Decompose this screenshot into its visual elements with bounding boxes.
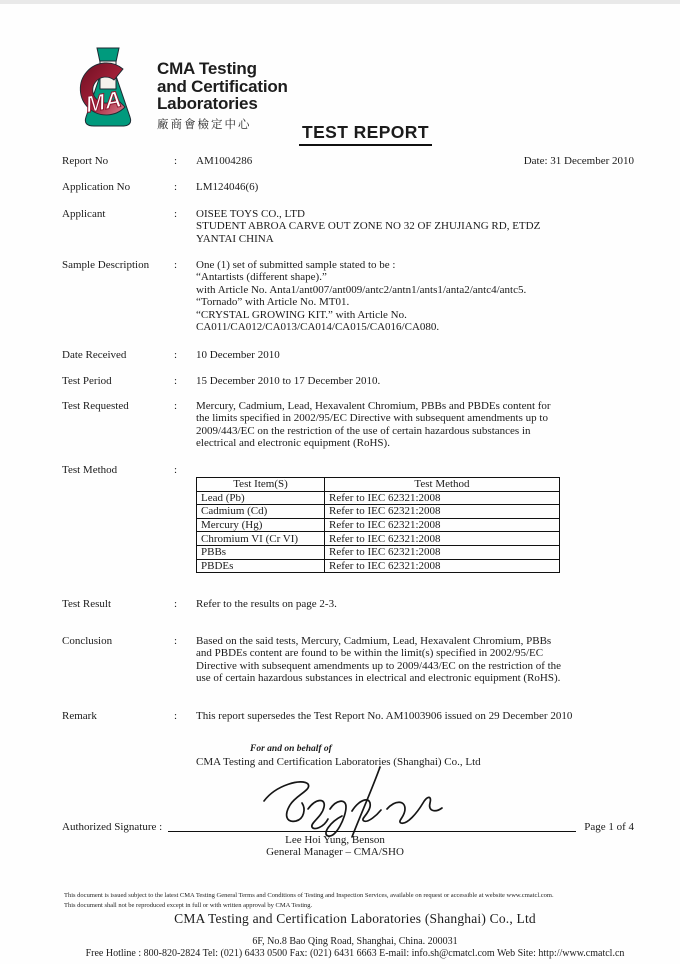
sample-line: with Article No. Anta1/ant007/ant009/antc2/antn1/ants1/anta2/antc4/antc5. xyxy=(196,283,527,296)
sample-description-value xyxy=(196,259,634,333)
application-no-row xyxy=(62,181,634,193)
page-title: TEST REPORT xyxy=(299,122,432,146)
remark-label: Remark xyxy=(62,710,97,722)
colon: : xyxy=(174,710,178,722)
test-requested-row xyxy=(62,400,634,450)
applicant-line: YANTAI CHINA xyxy=(196,232,274,245)
table-header-method: Test Method xyxy=(325,478,560,492)
table-cell-item: Cadmium (Cd) xyxy=(197,505,325,519)
table-cell-item: PBBs xyxy=(197,545,325,559)
test-method-label: Test Method xyxy=(62,464,118,476)
logo-line-1: CMA Testing xyxy=(157,59,257,78)
sample-description-row xyxy=(62,259,634,333)
test-requested-line: 2009/443/EC on the restriction of the use of certain hazardous substances in xyxy=(196,424,531,437)
test-period-label: Test Period xyxy=(62,375,112,387)
table-cell-item: Lead (Pb) xyxy=(197,491,325,505)
table-cell-method: Refer to IEC 62321:2008 xyxy=(325,505,560,519)
logo-line-3: Laboratories xyxy=(157,94,258,113)
report-date: Date: 31 December 2010 xyxy=(523,155,634,167)
applicant-value xyxy=(196,208,634,245)
application-no-value: LM124046(6) xyxy=(196,181,259,193)
table-cell-method: Refer to IEC 62321:2008 xyxy=(325,532,560,546)
sample-description-label: Sample Description xyxy=(62,259,150,271)
logo-line-2: and Certification xyxy=(157,76,288,96)
test-result-value: Refer to the results on page 2-3. xyxy=(196,598,337,610)
table-row xyxy=(197,491,560,505)
table-cell-item: Chromium VI (Cr VI) xyxy=(197,532,325,546)
date-received-row xyxy=(62,349,634,361)
signer-name: Lee Hoi Yung, Benson xyxy=(285,834,385,846)
conclusion-value xyxy=(196,635,634,685)
remark-row xyxy=(62,710,634,722)
colon: : xyxy=(174,635,178,647)
footer-address: 6F, No.8 Bao Qing Road, Shanghai, China. 200031 xyxy=(252,936,458,947)
conclusion-line: use of certain hazardous substances in electrical and electronic equipment (RoHS). xyxy=(196,672,561,685)
sample-line: “CRYSTAL GROWING KIT.” with Article No. xyxy=(196,308,407,321)
table-row xyxy=(197,532,560,546)
test-result-label: Test Result xyxy=(62,598,112,610)
table-cell-method: Refer to IEC 62321:2008 xyxy=(325,491,560,505)
colon: : xyxy=(174,400,178,412)
footer-company-name: CMA Testing and Certification Laboratories (Shanghai) Co., Ltd xyxy=(174,911,536,926)
sample-line: “Tornado” with Article No. MT01. xyxy=(196,296,350,309)
test-result-row xyxy=(62,598,634,610)
conclusion-line: and PBDEs content are found to be within the limit(s) specified in 2002/95/EC xyxy=(196,647,544,660)
table-cell-method: Refer to IEC 62321:2008 xyxy=(325,518,560,532)
conclusion-line: Directive with subsequent amendments up to 2009/443/EC on the restriction of the xyxy=(196,659,562,672)
colon: : xyxy=(174,598,178,610)
colon: : xyxy=(174,464,178,476)
footer-disclaimer-1: This document is issued subject to the latest CMA Testing General Terms and Conditions of Testing and Inspection Services, available on request or accessible at website www.cmatcl.com. xyxy=(64,892,554,899)
scan-edge-strip xyxy=(0,0,680,4)
table-header-row xyxy=(197,478,560,492)
sample-line: One (1) set of submitted sample stated to be : xyxy=(196,259,396,271)
applicant-line: STUDENT ABROA CARVE OUT ZONE NO 32 OF ZHUJIANG RD, ETDZ xyxy=(196,220,541,233)
report-no-label: Report No xyxy=(62,155,109,167)
test-period-row xyxy=(62,375,634,387)
test-period-value: 15 December 2010 to 17 December 2010. xyxy=(196,375,381,387)
report-no-row xyxy=(62,155,634,167)
page-number: Page 1 of 4 xyxy=(584,821,634,833)
application-no-label: Application No xyxy=(62,181,131,193)
sample-line: “Antartists (different shape).” xyxy=(196,271,327,284)
table-row xyxy=(197,518,560,532)
conclusion-label: Conclusion xyxy=(62,635,113,647)
table-cell-item: PBDEs xyxy=(197,559,325,573)
date-received-value: 10 December 2010 xyxy=(196,349,280,361)
colon: : xyxy=(174,259,178,271)
test-method-row xyxy=(62,464,634,476)
logo-chinese-name: 廠商會檢定中心 xyxy=(157,118,252,131)
test-requested-line: electrical and electronic equipment (RoHS). xyxy=(196,437,390,450)
colon: : xyxy=(174,208,178,220)
table-cell-item: Mercury (Hg) xyxy=(197,518,325,532)
table-row xyxy=(197,559,560,573)
applicant-row xyxy=(62,208,634,245)
signature-line xyxy=(168,820,576,832)
cma-flask-microscope-icon xyxy=(72,46,144,134)
date-received-label: Date Received xyxy=(62,349,127,361)
test-requested-label: Test Requested xyxy=(62,400,129,412)
applicant-label: Applicant xyxy=(62,208,106,220)
report-no-value: AM1004286 xyxy=(196,155,253,167)
authorized-signature-row xyxy=(62,820,634,833)
conclusion-row xyxy=(62,635,634,685)
table-cell-method: Refer to IEC 62321:2008 xyxy=(325,545,560,559)
for-behalf-text: For and on behalf of xyxy=(250,744,332,754)
footer-contact: Free Hotline : 800-820-2824 Tel: (021) 6433 0500 Fax: (021) 6431 6663 E-mail: info.sh@cmatcl.com Web Site: http://www.cmatcl.cn xyxy=(85,948,625,959)
colon: : xyxy=(174,375,178,387)
table-header-item: Test Item(S) xyxy=(197,478,325,492)
test-requested-line: Mercury, Cadmium, Lead, Hexavalent Chromium, PBBs and PBDEs content for xyxy=(196,400,551,412)
table-row xyxy=(197,545,560,559)
remark-value: This report supersedes the Test Report No. AM1003906 issued on 29 December 2010 xyxy=(196,710,573,722)
test-method-table xyxy=(196,477,560,573)
table-cell-method: Refer to IEC 62321:2008 xyxy=(325,559,560,573)
table-row xyxy=(197,505,560,519)
signer-title: General Manager – CMA/SHO xyxy=(266,846,404,858)
colon: : xyxy=(174,181,178,193)
test-requested-line: the limits specified in 2002/95/EC Directive with subsequent amendments up to xyxy=(196,412,548,425)
footer-disclaimer-2: This document shall not be reproduced except in full or with written approval by CMA Testing. xyxy=(64,901,313,909)
cma-logo xyxy=(72,46,288,134)
test-requested-value xyxy=(196,400,634,450)
sample-line: CA011/CA012/CA013/CA014/CA015/CA016/CA080. xyxy=(196,321,440,334)
logo-wordmark xyxy=(157,46,288,134)
conclusion-line: Based on the said tests, Mercury, Cadmium, Lead, Hexavalent Chromium, PBBs xyxy=(196,635,552,647)
behalf-company-name: CMA Testing and Certification Laboratories (Shanghai) Co., Ltd xyxy=(196,756,481,768)
applicant-line: OISEE TOYS CO., LTD xyxy=(196,208,305,220)
authorized-signature-label: Authorized Signature : xyxy=(62,821,163,833)
colon: : xyxy=(174,155,178,167)
svg-text:MA: MA xyxy=(83,85,124,118)
colon: : xyxy=(174,349,178,361)
